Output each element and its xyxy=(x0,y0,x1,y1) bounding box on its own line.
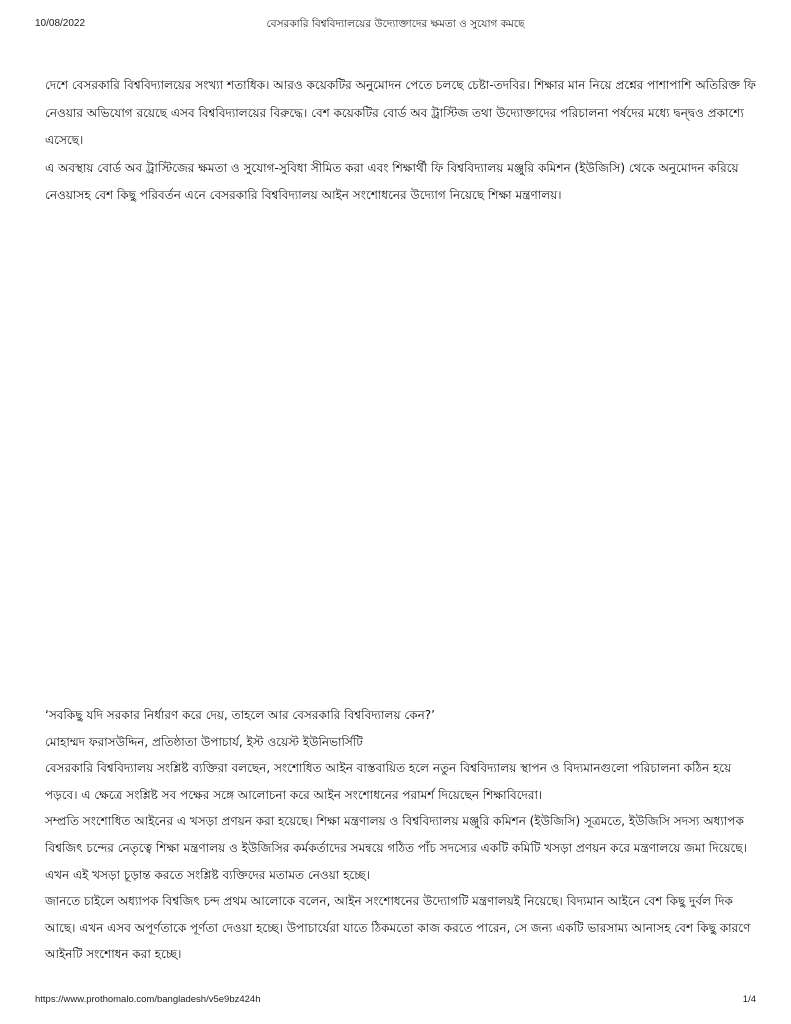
page-number: 1/4 xyxy=(742,994,756,1005)
article-paragraph: সম্প্রতি সংশোধিত আইনের এ খসড়া প্রণয়ন করা হয়েছে। শিক্ষা মন্ত্রণালয় ও বিশ্ববিদ্যালয় মঞ্জুরি কমিশন (ইউজিসি) সূত্রমতে, ইউজিসি সদস্য অধ্যাপক বিশ্বজিৎ চন্দের নেতৃত্বে শিক্ষা মন্ত্রণালয় ও ইউজিসির কর্মকর্তাদের সমন্বয়ে গঠিত পাঁচ সদস্যের একটি কমিটি খসড়া প্রণয়ন করে মন্ত্রণালয়ে জমা দিয়েছে। এখন এই খসড়া চূড়ান্ত করতে সংশ্লিষ্ট ব্যক্তিদের মতামত নেওয়া হচ্ছে। xyxy=(45,814,747,882)
pull-quote: ‘সবকিছু যদি সরকার নির্ধারণ করে দেয়, তাহলে আর বেসরকারি বিশ্ববিদ্যালয় কেন?’ xyxy=(45,708,435,722)
article-paragraph: দেশে বেসরকারি বিশ্ববিদ্যালয়ের সংখ্যা শতাধিক। আরও কয়েকটির অনুমোদন পেতে চলছে চেষ্টা-তদবির। শিক্ষার মান নিয়ে প্রশ্নের পাশাপাশি অতিরিক্ত ফি নেওয়ার অভিযোগ রয়েছে এসব বিশ্ববিদ্যালয়ের বিরুদ্ধে। বেশ কয়েকটির বোর্ড অব ট্রাস্টিজ তথা উদ্যোক্তাদের পরিচালনা পর্ষদের মধ্যে দ্বন্দ্বও প্রকাশ্যে এসেছে। xyxy=(45,78,756,147)
print-date: 10/08/2022 xyxy=(35,18,86,29)
article-intro xyxy=(45,72,757,210)
quote-attribution: মোহাম্মদ ফরাসউদ্দিন, প্রতিষ্ঠাতা উপাচার্য, ইস্ট ওয়েস্ট ইউনিভার্সিটি xyxy=(45,734,363,749)
document-title: বেসরকারি বিশ্ববিদ্যালয়ের উদ্যোক্তাদের ক্ষমতা ও সুযোগ কমছে xyxy=(266,18,525,30)
source-url-link[interactable]: https://www.prothomalo.com/bangladesh/v5e9bz424h xyxy=(35,994,261,1005)
article-paragraph: এ অবস্থায় বোর্ড অব ট্রাস্টিজের ক্ষমতা ও সুযোগ-সুবিধা সীমিত করা এবং শিক্ষার্থী ফি বিশ্ববিদ্যালয় মঞ্জুরি কমিশন (ইউজিসি) থেকে অনুমোদন করিয়ে নেওয়াসহ বেশ কিছু পরিবর্তন এনে বেসরকারি বিশ্ববিদ্যালয় আইন সংশোধনের উদ্যোগ নিয়েছে শিক্ষা মন্ত্রণালয়। xyxy=(45,160,739,202)
article-continued xyxy=(45,702,757,968)
article-paragraph: জানতে চাইলে অধ্যাপক বিশ্বজিৎ চন্দ প্রথম আলোকে বলেন, আইন সংশোধনের উদ্যোগটি মন্ত্রণালয়ই নিয়েছে। বিদ্যমান আইনে বেশ কিছু দুর্বল দিক আছে। এখন এসব অপূর্ণতাকে পূর্ণতা দেওয়া হচ্ছে। উপাচার্যেরা যাতে ঠিকমতো কাজ করতে পারেন, সে জন্য একটি ভারসাম্য আনাসহ বেশ কিছু কারণে আইনটি সংশোধন করা হচ্ছে। xyxy=(45,894,751,962)
article-paragraph: বেসরকারি বিশ্ববিদ্যালয় সংশ্লিষ্ট ব্যক্তিরা বলছেন, সংশোধিত আইন বাস্তবায়িত হলে নতুন বিশ্ববিদ্যালয় স্থাপন ও বিদ্যমানগুলো পরিচালনা কঠিন হয়ে পড়বে। এ ক্ষেত্রে সংশ্লিষ্ট সব পক্ষের সঙ্গে আলোচনা করে আইন সংশোধনের পরামর্শ দিয়েছেন শিক্ষাবিদেরা। xyxy=(45,761,732,802)
